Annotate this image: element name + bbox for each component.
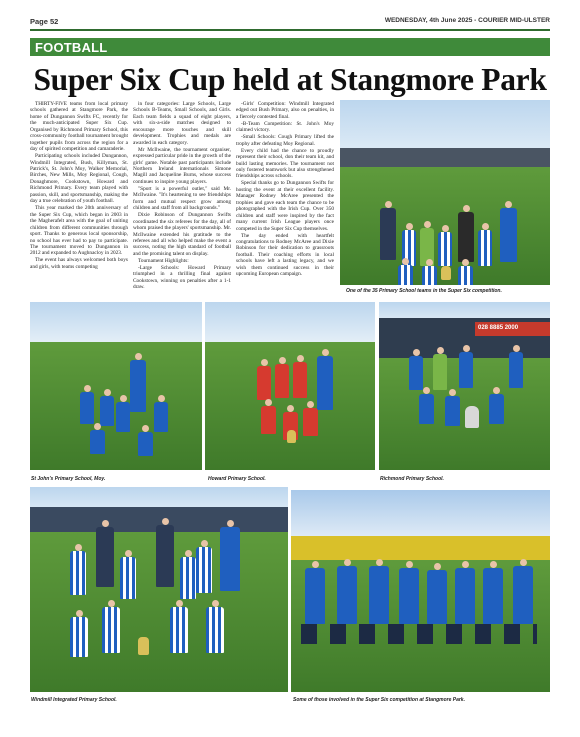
article-column-2 (133, 101, 231, 293)
player-figure (419, 394, 434, 424)
header-rule (30, 29, 550, 31)
paragraph: Special thanks go to Dungannon Swifts for hosting the event at their excellent facility. Manager Rodney McAree presented the trophies and gave each team the chance to be photographed with the Irish Cup. Over 350 children and staff were inspired by the fact many current Irish League players once competed in the Super Six Cup themselves. (236, 180, 334, 232)
paragraph: -Girls' Competition: Windmill Integrated edged out Bush Primary, also on penalties, in a fiercely contested final. (236, 101, 334, 120)
player-figure (433, 354, 447, 390)
trophy-icon (287, 430, 296, 443)
photo-sky (205, 302, 375, 342)
player-figure (305, 568, 325, 624)
player-figure (154, 402, 168, 432)
player-figure (303, 408, 318, 436)
player-figure (458, 266, 473, 285)
photo-howard (205, 302, 375, 470)
paragraph: The event has always welcomed both boys and girls, with teams competing (30, 257, 128, 270)
dateline: WEDNESDAY, 4th June 2025 - COURIER MID-ULSTER (384, 17, 550, 24)
player-figure (438, 232, 452, 266)
player-figure (489, 394, 504, 424)
billboard: 028 8885 2000 (475, 322, 550, 336)
paragraph: -B-Team Competition: St. John's Moy claimed victory. (236, 120, 334, 134)
adult-figure (380, 208, 396, 260)
caption-st-johns: St John's Primary School, Moy. (31, 476, 106, 482)
player-figure (398, 265, 413, 285)
player-figure (513, 566, 533, 624)
caption-main: One of the 35 Primary School teams in the Super Six competition. (346, 288, 502, 294)
player-figure (90, 430, 105, 454)
paragraph: -Small Schools: Cough Primary lifted the trophy after defeating Moy Regional. (236, 134, 334, 147)
adult-figure (96, 527, 114, 587)
caption-richmond: Richmond Primary School. (380, 476, 444, 482)
player-figure (399, 568, 419, 624)
player-figure (427, 570, 447, 624)
adult-figure (220, 527, 240, 591)
player-figure (337, 566, 357, 624)
section-banner (30, 38, 550, 56)
player-figure (100, 396, 114, 426)
photo-st-johns (30, 302, 202, 470)
player-figure (422, 266, 437, 285)
trophy-icon (138, 637, 149, 655)
paragraph: This year marked the 20th anniversary of the Super Six Cup, which began in 2003 in the Magherafelt area with the goal of uniting children from different communities through sport. Thanks to generous local sponsorship, no school has ever had to pay to participate. The tournament moved to Dungannon in 2012 and expanded to Aughnacloy in 2023. (30, 205, 128, 257)
player-figure (261, 406, 276, 434)
paragraph: "Sport is a powerful outlet," said Mr. McIlwaine. "It's heartening to see friendships form and mutual respect grow among children and staff from all backgrounds." (133, 185, 231, 212)
player-figure (70, 551, 86, 595)
player-figure (70, 617, 88, 657)
article-column-1 (30, 101, 128, 293)
player-figure (459, 352, 473, 388)
photo-main-team (340, 100, 550, 285)
paragraph: Every child had the chance to proudly represent their school, don their team kit, and build lasting memories. The tournament not only fostered teamwork but also strengthened friendships across schools. (236, 147, 334, 180)
player-figure (80, 392, 94, 424)
adult-figure (156, 525, 174, 587)
paragraph: THIRTY-FIVE teams from local primary schools gathered at Stangmore Park, the home of Dungannon Swifts FC, recently for the much-anticipated Super Six Cup. Organised by Richmond Primary School, this cross-community football tournament brought together pupils from across the region for a day of spirited competition and camaraderie. (30, 101, 128, 153)
photo-sky (30, 302, 202, 342)
player-figure (206, 607, 224, 653)
player-figure (170, 607, 188, 653)
paragraph: in four categories: Large Schools, Large Schools B-Teams, Small Schools, and Girls. Each team fields a squad of eight players, with six-a-side matches designed to encourage more touches and skill development. Trophies and medals are awarded in each category. (133, 101, 231, 146)
photo-group (291, 490, 550, 692)
paragraph: Tournament Highlights: (138, 257, 189, 264)
player-figure (445, 396, 460, 426)
adult-figure (458, 212, 474, 262)
player-figure (509, 352, 523, 388)
player-figure (257, 366, 271, 400)
article-headline: Super Six Cup held at Stangmore Park (33, 62, 547, 97)
trophy-icon (441, 266, 451, 280)
adult-figure (500, 208, 517, 262)
player-figure (120, 557, 136, 599)
caption-windmill: Windmill Integrated Primary School. (31, 697, 117, 703)
player-figure (116, 402, 130, 432)
adult-figure (317, 356, 333, 410)
player-figure (180, 557, 196, 599)
page-number: Page 52 (30, 17, 59, 26)
page-header (30, 17, 550, 29)
player-figure (138, 432, 153, 456)
section-label: FOOTBALL (35, 40, 108, 55)
player-figure (483, 568, 503, 624)
caption-group: Some of those involved in the Super Six competition at Stangmore Park. (293, 697, 465, 703)
paragraph: The day ended with heartfelt congratulations to Rodney McAree and Dixie Robinson for their dedication to grassroots football. Their coaching efforts in local schools have left a lasting legacy, and we wish them continued success in their upcoming European campaign. (236, 232, 334, 278)
paragraph: -Large Schools: Howard Primary triumphed in a thrilling final against Cookstown, winning on penalties after a 1-1 draw. (133, 264, 231, 291)
trophy-icon (465, 406, 479, 428)
player-figure (455, 568, 475, 624)
player-figure (478, 230, 492, 266)
paragraph: Dixie Robinson of Dungannon Swifts coordinated the six referees for the day, all of whom praised the players' sportsmanship. Mr. McIlwaine extended his gratitude to the referees and all who helped make the event a success, noting the high standard of football and the promising talent on display. (133, 212, 231, 257)
player-figure (196, 547, 212, 593)
photo-richmond (379, 302, 550, 470)
article-column-3 (236, 101, 334, 293)
caption-howard: Howard Primary School. (208, 476, 266, 482)
adult-figure (130, 360, 146, 412)
paragraph: Mr McIlwaine, the tournament organiser, expressed particular pride in the growth of the girls' game. Notable past participants include Northern Ireland internationals Simone Magill and Jacqueline Burns, whose success continues to inspire young players. (133, 146, 231, 185)
player-figure (409, 356, 423, 390)
player-figure (275, 364, 289, 398)
paragraph: Participating schools included Dungannon, Windmill Integrated, Bush, Killyman, St. Patrick's, St. John's Moy, Walker Memorial, Birches, New Mills, Moy Regional, Cough, Donaghmore, Cookstown, Howard and Richmond Primary. Every team played with passion, skill, and sportsmanship, making the day a true celebration of youth football. (30, 153, 128, 205)
players-shorts (301, 624, 537, 644)
player-figure (369, 566, 389, 624)
player-figure (102, 607, 120, 653)
photo-windmill (30, 487, 288, 692)
player-figure (293, 362, 307, 398)
photo-stand (291, 536, 550, 560)
